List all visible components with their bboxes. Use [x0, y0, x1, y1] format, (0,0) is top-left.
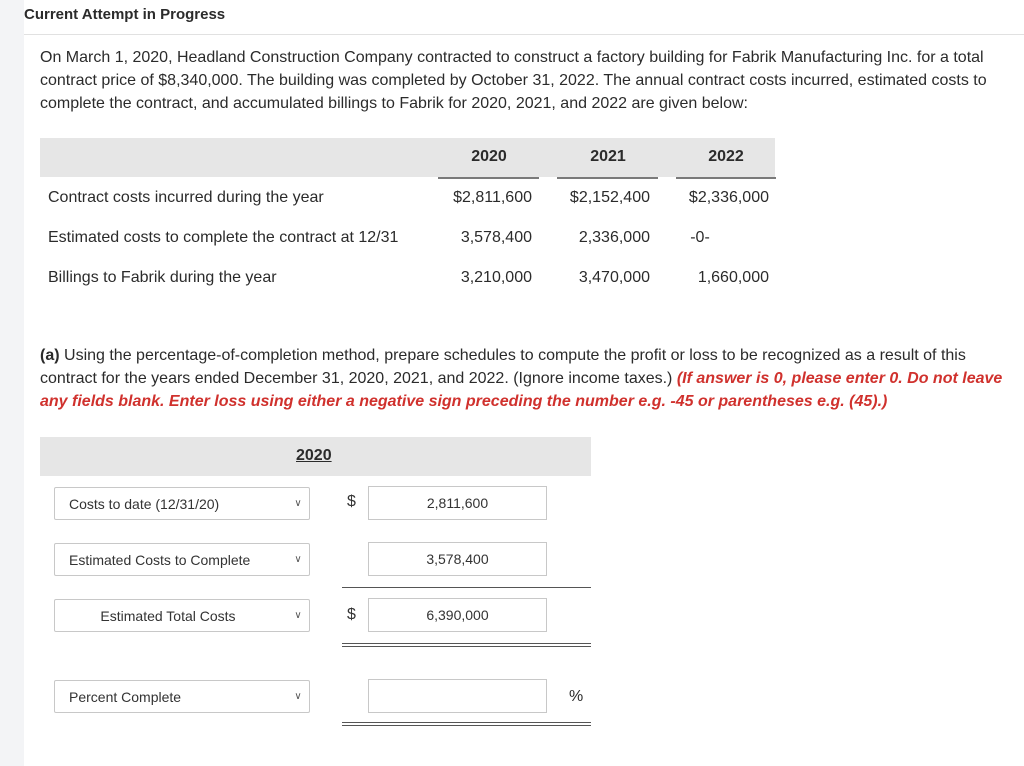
cell-value: 2,336,000	[578, 229, 650, 246]
cell-value: -0-	[690, 229, 710, 246]
row-4-percent-input[interactable]	[368, 679, 547, 713]
col-header-2021: 2021	[590, 148, 626, 165]
select-value: Percent Complete	[69, 688, 182, 705]
chevron-down-icon: ∨	[294, 610, 302, 621]
cell-value: 1,660,000	[697, 269, 769, 286]
col-header-2022: 2022	[708, 148, 744, 165]
question-text	[40, 344, 1015, 413]
question-instructions: (If answer is 0, please enter 0. Do not leave any fields blank. Enter loss using either a negative sign preceding the number e.g. -45 or parentheses e.g. (45).)	[40, 370, 1003, 410]
chevron-down-icon: ∨	[294, 498, 302, 509]
problem-statement: On March 1, 2020, Headland Construction Company contracted to construct a factory building for Fabrik Manufacturing Inc. for a total contract price of $8,340,000. The building was completed by October 31, 2022. The annual contract costs incurred, estimated costs to complete the contract, and accumulated billings to Fabrik for 2020, 2021, and 2022 are given below:	[40, 49, 987, 112]
row-label-billings: Billings to Fabrik during the year	[48, 269, 277, 286]
attempt-status: Current Attempt in Progress	[24, 6, 226, 23]
currency-symbol: $	[347, 606, 356, 623]
select-value: Estimated Total Costs	[100, 607, 236, 624]
cell-value: 3,210,000	[460, 269, 532, 286]
header-divider	[24, 34, 1024, 35]
cell-value: 3,578,400	[460, 229, 532, 246]
row-label-costs-incurred: Contract costs incurred during the year	[48, 189, 324, 206]
select-value: Costs to date (12/31/20)	[69, 495, 220, 512]
given-table-header	[40, 138, 775, 177]
col-underline	[438, 177, 539, 179]
row-2-amount-input[interactable]: 3,578,400	[368, 542, 547, 576]
question-body: Using the percentage-of-completion method, prepare schedules to compute the profit or loss to be recognized as a result of this contract for the years ended December 31, 2020, 2021, and 2022. (Ignore income taxes.)	[40, 347, 966, 387]
row-4-select[interactable]	[54, 680, 310, 713]
percent-symbol: %	[569, 688, 584, 705]
cell-value: $2,336,000	[688, 189, 769, 206]
schedule-year: 2020	[296, 447, 332, 464]
total-double-line	[342, 643, 591, 647]
cell-value: $2,152,400	[569, 189, 650, 206]
col-underline	[557, 177, 658, 179]
chevron-down-icon: ∨	[294, 554, 302, 565]
subtotal-line	[342, 587, 591, 588]
left-gutter	[0, 0, 24, 766]
row-3-select[interactable]	[54, 599, 310, 632]
question-part: (a)	[40, 347, 60, 364]
currency-symbol: $	[347, 493, 356, 510]
col-header-2020: 2020	[471, 148, 507, 165]
chevron-down-icon: ∨	[294, 691, 302, 702]
row-1-amount-input[interactable]: 2,811,600	[368, 486, 547, 520]
row-label-estimated-costs: Estimated costs to complete the contract at 12/31	[48, 229, 399, 246]
row-1-select[interactable]	[54, 487, 310, 520]
row-2-select[interactable]	[54, 543, 310, 576]
cell-value: $2,811,600	[453, 189, 532, 206]
col-underline	[676, 177, 776, 179]
select-value: Estimated Costs to Complete	[69, 551, 251, 568]
row-3-amount-input[interactable]: 6,390,000	[368, 598, 547, 632]
total-double-line	[342, 722, 591, 726]
cell-value: 3,470,000	[578, 269, 650, 286]
